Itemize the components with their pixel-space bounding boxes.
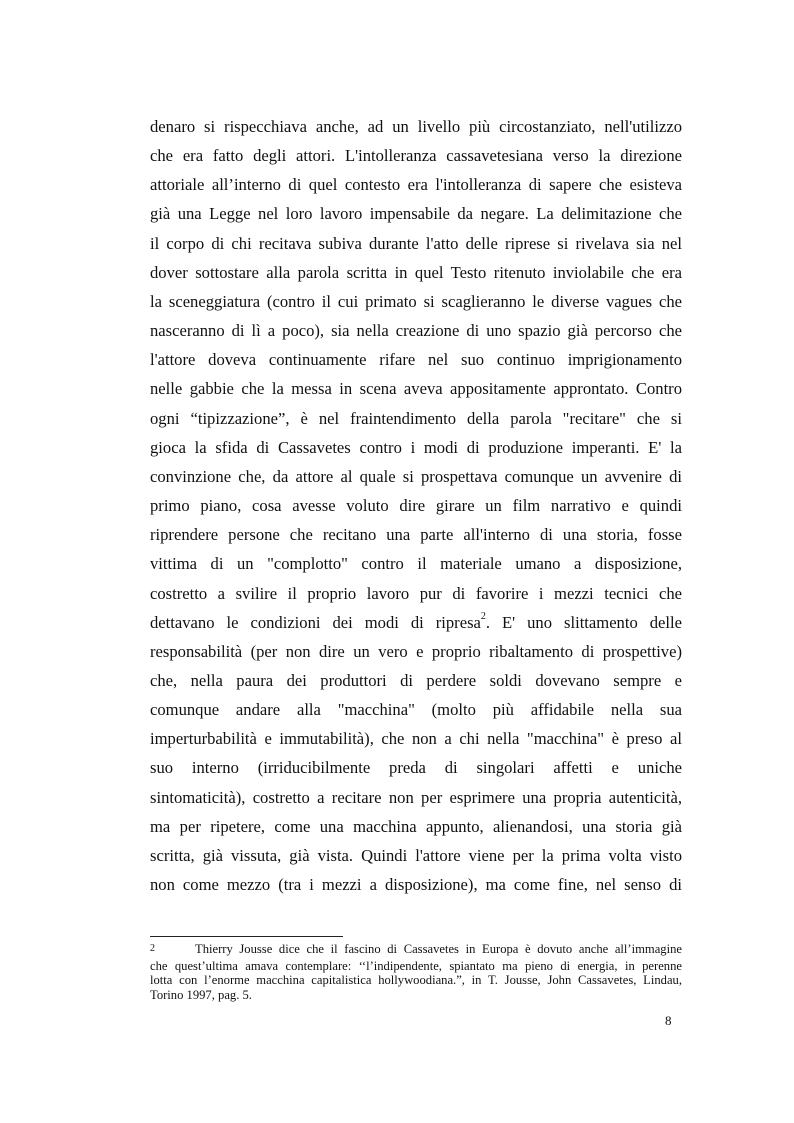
paragraph-line: imperturbabilità e immutabilità), che non a chi nella "macchina" è preso al <box>150 729 682 749</box>
line-text-before-ref: dettavano le condizioni dei modi di ripresa <box>150 612 481 632</box>
footnote <box>150 942 682 1002</box>
paragraph-line: già una Legge nel loro lavoro impensabile da negare. La delimitazione che <box>150 204 682 224</box>
paragraph-line: responsabilità (per non dire un vero e proprio ribaltamento di prospettive) <box>150 641 682 661</box>
paragraph-line: nasceranno di lì a poco), sia nella creazione di uno spazio già percorso che <box>150 321 682 341</box>
footnote-divider <box>150 936 343 937</box>
paragraph-line: l'attore doveva continuamente rifare nel suo continuo imprigionamento <box>150 350 682 370</box>
paragraph-line: suo interno (irriducibilmente preda di singolari affetti e uniche <box>150 758 682 778</box>
footnote-line: lotta con l’enorme macchina capitalistica hollywoodiana.”, in T. Jousse, John Cassavetes, Lindau, <box>150 973 682 988</box>
paragraph-line: costretto a svilire il proprio lavoro pur di favorire i mezzi tecnici che <box>150 583 682 603</box>
paragraph-line: comunque andare alla "macchina" (molto più affidabile nella sua <box>150 700 682 720</box>
paragraph-line: riprendere persone che recitano una parte all'interno di una storia, fosse <box>150 525 682 545</box>
page-number: 8 <box>665 1013 672 1028</box>
paragraph-line: scritta, già vissuta, già vista. Quindi l'attore viene per la prima volta visto <box>150 845 682 865</box>
footnote-reference[interactable]: 2 <box>480 611 486 623</box>
paragraph-line-with-footnote-ref <box>150 608 682 637</box>
main-paragraph <box>150 112 682 899</box>
paragraph-line: che, nella paura dei produttori di perdere soldi dovevano sempre e <box>150 670 682 690</box>
paragraph-line: non come mezzo (tra i mezzi a disposizione), ma come fine, nel senso di <box>150 875 682 895</box>
paragraph-line: il corpo di chi recitava subiva durante l'atto delle riprese si rivelava sia nel <box>150 233 682 253</box>
line-text-after-ref: . E' uno slittamento delle <box>485 612 682 632</box>
paragraph-line: vittima di un "complotto" contro il materiale umano a disposizione, <box>150 554 682 574</box>
paragraph-line: gioca la sfida di Cassavetes contro i modi di produzione imperanti. E' la <box>150 437 682 457</box>
paragraph-line: primo piano, cosa avesse voluto dire girare un film narrativo e quindi <box>150 496 682 516</box>
footnote-text: Thierry Jousse dice che il fascino di Cassavetes in Europa è dovuto anche all’immagine <box>195 942 682 956</box>
paragraph-line: sintomaticità), costretto a recitare non per esprimere una propria autenticità, <box>150 787 682 807</box>
footnote-line <box>150 942 682 959</box>
paragraph-line: ogni “tipizzazione”, è nel fraintendimento della parola "recitare" che si <box>150 408 682 428</box>
footnote-line: Torino 1997, pag. 5. <box>150 987 252 1002</box>
document-page <box>150 112 682 899</box>
footnote-line: che quest’ultima amava contemplare: ‘‘l’indipendente, spiantato ma pieno di energia, in perenne <box>150 958 682 973</box>
paragraph-line: attoriale all’interno di quel contesto era l'intolleranza di sapere che esisteva <box>150 175 682 195</box>
paragraph-line: dover sottostare alla parola scritta in quel Testo ritenuto inviolabile che era <box>150 262 682 282</box>
paragraph-line: che era fatto degli attori. L'intolleranza cassavetesiana verso la direzione <box>150 146 682 166</box>
paragraph-line: la sceneggiatura (contro il cui primato si scaglieranno le diverse vagues che <box>150 291 682 311</box>
paragraph-line: ma per ripetere, come una macchina appunto, alienandosi, una storia già <box>150 816 682 836</box>
footnote-marker: 2 <box>150 943 155 954</box>
paragraph-line: convinzione che, da attore al quale si prospettava comunque un avvenire di <box>150 466 682 486</box>
paragraph-line: nelle gabbie che la messa in scena aveva appositamente approntato. Contro <box>150 379 682 399</box>
paragraph-line: denaro si rispecchiava anche, ad un livello più circostanziato, nell'utilizzo <box>150 117 682 136</box>
